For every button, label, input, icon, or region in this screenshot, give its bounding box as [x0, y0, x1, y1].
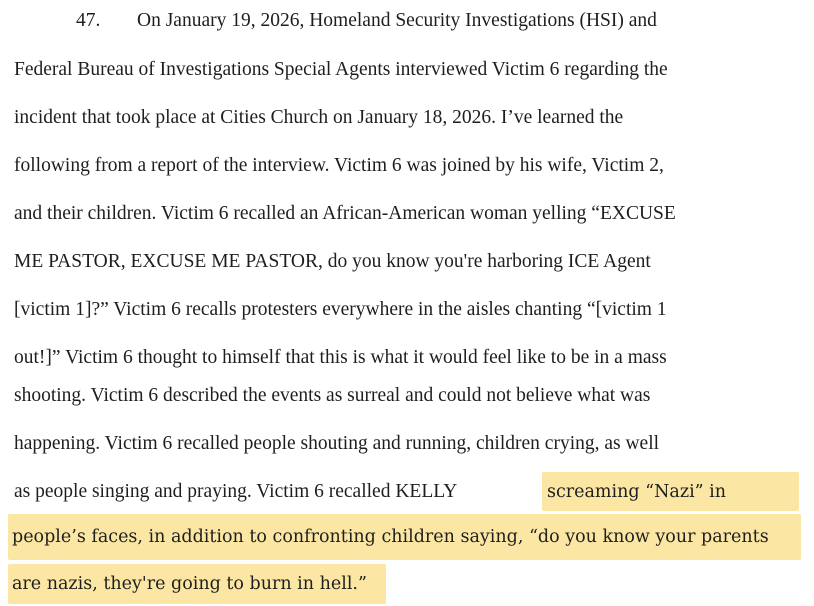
paragraph-line-2: Federal Bureau of Investigations Special Agents interviewed Victim 6 regarding the — [14, 59, 668, 80]
paragraph-line-4: following from a report of the interview. Victim 6 was joined by his wife, Victim 2, — [14, 155, 664, 176]
paragraph-line-11: as people singing and praying. Victim 6 recalled KELLY — [14, 481, 458, 502]
highlighted-text-3: are nazis, they're going to burn in hell.” — [12, 574, 367, 594]
paragraph-line-7: [victim 1]?” Victim 6 recalls protesters everywhere in the aisles chanting “[victim 1 — [14, 299, 667, 320]
highlighted-text-2: people’s faces, in addition to confronting children saying, “do you know your parents — [12, 527, 769, 547]
paragraph-line-5: and their children. Victim 6 recalled an African-American woman yelling “EXCUSE — [14, 203, 676, 224]
paragraph-line-10: happening. Victim 6 recalled people shouting and running, children crying, as well — [14, 433, 660, 454]
paragraph-line-6: ME PASTOR, EXCUSE ME PASTOR, do you know you're harboring ICE Agent — [14, 251, 651, 272]
paragraph-number: 47. — [76, 10, 101, 31]
paragraph-line-3: incident that took place at Cities Church on January 18, 2026. I’ve learned the — [14, 107, 624, 128]
paragraph-line-1: On January 19, 2026, Homeland Security Investigations (HSI) and — [137, 10, 657, 31]
highlighted-text-1: screaming “Nazi” in — [547, 482, 727, 502]
paragraph-line-8: out!]” Victim 6 thought to himself that this is what it would feel like to be in a mass — [14, 347, 667, 368]
paragraph-line-9: shooting. Victim 6 described the events as surreal and could not believe what was — [14, 385, 651, 406]
